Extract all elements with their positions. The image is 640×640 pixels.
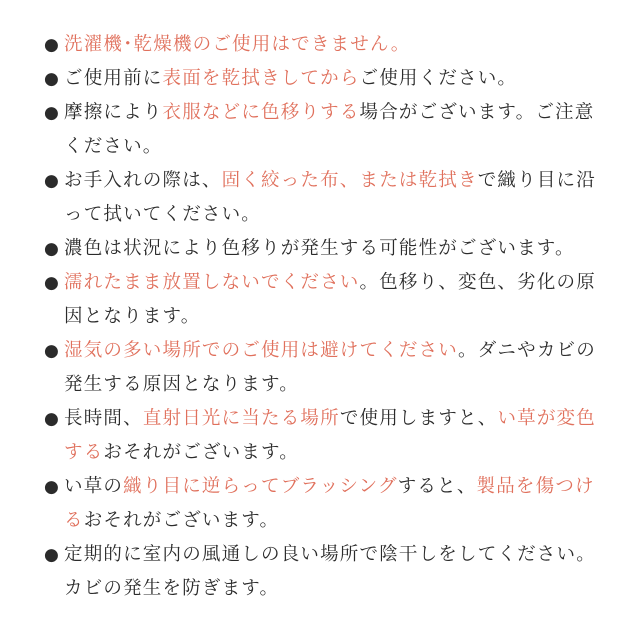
highlight-text: 直射日光に当たる場所 <box>142 408 340 429</box>
notice-text <box>64 96 604 164</box>
notice-text <box>64 402 604 470</box>
plain-text: で使用しますと、 <box>339 408 498 429</box>
bullet-icon: ● <box>44 341 61 361</box>
plain-text: で織り目に沿って拭いてください。 <box>64 170 596 225</box>
highlight-text: 固く絞った布、または乾拭き <box>221 170 478 191</box>
highlight-text: 湿気の多い場所でのご使用は避けてください <box>64 340 459 361</box>
notice-item <box>44 164 604 232</box>
notice-text <box>64 62 604 96</box>
notice-text <box>64 470 604 538</box>
bullet-icon: ● <box>44 239 61 259</box>
bullet-icon: ● <box>44 545 61 565</box>
bullet-icon: ● <box>44 409 61 429</box>
notice-item <box>44 62 604 96</box>
plain-text: 長時間、 <box>64 408 143 429</box>
highlight-text: 衣服などに色移りする <box>162 102 360 123</box>
notice-item <box>44 334 604 402</box>
plain-text: おそれがございます。 <box>103 442 299 463</box>
bullet-icon: ● <box>44 477 61 497</box>
plain-text: 場合がございます。ご注意ください。 <box>64 102 595 157</box>
highlight-text: 濡れたまま放置しないでください <box>64 272 360 293</box>
plain-text: おそれがございます。 <box>83 510 280 531</box>
plain-text: お手入れの際は、 <box>64 170 222 191</box>
plain-text: ご使用前に <box>64 68 163 89</box>
notice-item <box>44 232 604 266</box>
plain-text: ご使用ください。 <box>359 68 518 89</box>
care-instructions-list <box>44 28 604 606</box>
plain-text: 。色移り、変色、劣化の原因となります。 <box>64 272 596 327</box>
notice-text <box>64 538 604 606</box>
highlight-text: 洗濯機･乾燥機のご使用はできません。 <box>64 34 411 55</box>
plain-text: 摩擦により <box>64 102 163 123</box>
highlight-text: 表面を乾拭きしてから <box>162 68 360 89</box>
plain-text: 定期的に室内の風通しの良い場所で陰干しをしてください。カビの発生を防ぎます。 <box>64 544 596 599</box>
notice-text <box>64 266 604 334</box>
notice-item <box>44 28 604 62</box>
plain-text: 濃色は状況により色移りが発生する可能性がございます。 <box>64 238 575 259</box>
notice-item <box>44 402 604 470</box>
notice-text <box>64 164 604 232</box>
bullet-icon: ● <box>44 171 61 191</box>
highlight-text: 製品を傷つける <box>64 476 595 531</box>
plain-text: 。ダニやカビの発生する原因となります。 <box>64 340 596 395</box>
notice-item <box>44 538 604 606</box>
bullet-icon: ● <box>44 103 61 123</box>
notice-text <box>64 232 604 266</box>
bullet-icon: ● <box>44 273 61 293</box>
notice-item <box>44 266 604 334</box>
plain-text: すると、 <box>397 476 477 497</box>
bullet-icon: ● <box>44 35 61 55</box>
plain-text: い草の <box>64 476 124 497</box>
notice-text <box>64 334 604 402</box>
notice-item <box>44 470 604 538</box>
bullet-icon: ● <box>44 69 61 89</box>
highlight-text: い草が変色する <box>64 408 596 463</box>
highlight-text: 織り目に逆らってブラッシング <box>123 476 398 497</box>
notice-item <box>44 96 604 164</box>
notice-text <box>64 28 604 62</box>
